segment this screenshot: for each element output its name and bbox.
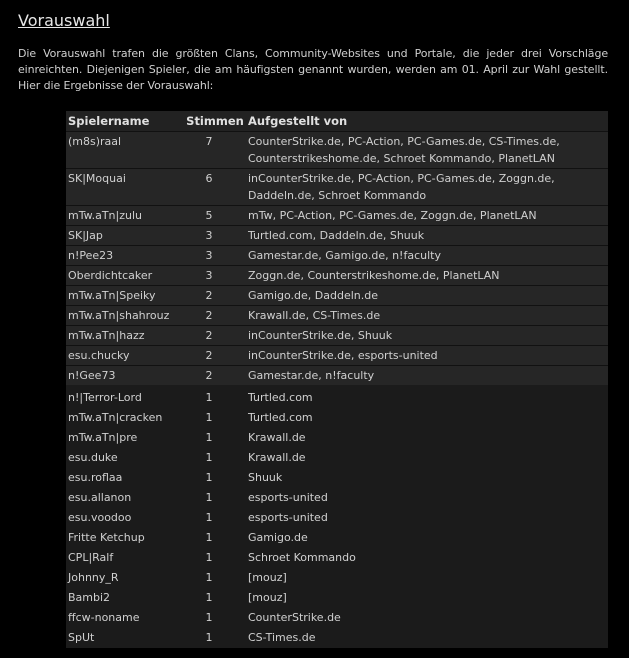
nominated-by-cell: CS-Times.de	[246, 628, 608, 648]
table-row	[66, 206, 608, 226]
table-row	[66, 488, 608, 508]
player-name-cell: Johnny_R	[66, 568, 184, 588]
votes-cell: 1	[184, 548, 246, 568]
votes-cell: 1	[184, 588, 246, 608]
player-name-cell: mTw.aTn|zulu	[66, 206, 184, 226]
votes-cell: 1	[184, 428, 246, 448]
table-row	[66, 169, 608, 206]
votes-cell: 2	[184, 346, 246, 366]
table-row	[66, 608, 608, 628]
nominated-by-cell: Turtled.com, Daddeln.de, Shuuk	[246, 226, 608, 246]
nominated-by-cell: Krawall.de, CS-Times.de	[246, 306, 608, 326]
nominated-by-cell: mTw, PC-Action, PC-Games.de, Zoggn.de, PlanetLAN	[246, 206, 608, 226]
nominated-by-cell: Krawall.de	[246, 448, 608, 468]
nominated-by-cell: inCounterStrike.de, PC-Action, PC-Games.de, Zoggn.de, Daddeln.de, Schroet Kommando	[246, 169, 608, 206]
nominated-by-cell: Krawall.de	[246, 428, 608, 448]
player-name-cell: esu.voodoo	[66, 508, 184, 528]
player-name-cell: esu.allanon	[66, 488, 184, 508]
table-row	[66, 448, 608, 468]
votes-cell: 2	[184, 286, 246, 306]
votes-cell: 2	[184, 326, 246, 346]
player-name-cell: SK|Moquai	[66, 169, 184, 206]
table-row	[66, 568, 608, 588]
nominated-by-cell: Shuuk	[246, 468, 608, 488]
votes-cell: 1	[184, 385, 246, 408]
player-name-cell: Oberdichtcaker	[66, 266, 184, 286]
votes-cell: 1	[184, 568, 246, 588]
page-title: Vorauswahl	[18, 11, 110, 30]
nominated-by-cell: esports-united	[246, 488, 608, 508]
player-name-cell: esu.duke	[66, 448, 184, 468]
table-row	[66, 528, 608, 548]
votes-cell: 6	[184, 169, 246, 206]
player-name-cell: mTw.aTn|Speiky	[66, 286, 184, 306]
table-row	[66, 132, 608, 169]
nominated-by-cell: Schroet Kommando	[246, 548, 608, 568]
votes-cell: 5	[184, 206, 246, 226]
table-row	[66, 428, 608, 448]
player-name-cell: CPL|Ralf	[66, 548, 184, 568]
results-table	[66, 111, 608, 648]
votes-cell: 1	[184, 528, 246, 548]
nominated-by-cell: CounterStrike.de, PC-Action, PC-Games.de, CS-Times.de, Counterstrikeshome.de, Schroet Kommando, PlanetLAN	[246, 132, 608, 169]
table-row	[66, 326, 608, 346]
player-name-cell: esu.chucky	[66, 346, 184, 366]
table-header-row	[66, 111, 608, 132]
header-spielername: Spielername	[66, 111, 184, 132]
player-name-cell: mTw.aTn|pre	[66, 428, 184, 448]
nominated-by-cell: inCounterStrike.de, Shuuk	[246, 326, 608, 346]
table-row	[66, 226, 608, 246]
votes-cell: 7	[184, 132, 246, 169]
nominated-by-cell: Turtled.com	[246, 385, 608, 408]
nominated-by-cell: esports-united	[246, 508, 608, 528]
votes-cell: 2	[184, 366, 246, 386]
player-name-cell: mTw.aTn|hazz	[66, 326, 184, 346]
player-name-cell: esu.roflaa	[66, 468, 184, 488]
votes-cell: 3	[184, 226, 246, 246]
table-row	[66, 266, 608, 286]
player-name-cell: mTw.aTn|shahrouz	[66, 306, 184, 326]
player-name-cell: SpUt	[66, 628, 184, 648]
table-row	[66, 346, 608, 366]
votes-cell: 1	[184, 488, 246, 508]
votes-cell: 1	[184, 608, 246, 628]
table-row	[66, 588, 608, 608]
nominated-by-cell: CounterStrike.de	[246, 608, 608, 628]
nominated-by-cell: [mouz]	[246, 588, 608, 608]
nominated-by-cell: inCounterStrike.de, esports-united	[246, 346, 608, 366]
votes-cell: 1	[184, 468, 246, 488]
table-body	[66, 132, 608, 649]
table-row	[66, 508, 608, 528]
player-name-cell: n!Gee73	[66, 366, 184, 386]
table-row	[66, 246, 608, 266]
player-name-cell: (m8s)raal	[66, 132, 184, 169]
nominated-by-cell: Gamestar.de, n!faculty	[246, 366, 608, 386]
player-name-cell: n!Pee23	[66, 246, 184, 266]
player-name-cell: n!|Terror-Lord	[66, 385, 184, 408]
nominated-by-cell: [mouz]	[246, 568, 608, 588]
table-row	[66, 468, 608, 488]
table-row	[66, 286, 608, 306]
nominated-by-cell: Turtled.com	[246, 408, 608, 428]
table-row	[66, 306, 608, 326]
votes-cell: 3	[184, 266, 246, 286]
table-row	[66, 628, 608, 648]
nominated-by-cell: Gamestar.de, Gamigo.de, n!faculty	[246, 246, 608, 266]
table-row	[66, 548, 608, 568]
votes-cell: 1	[184, 408, 246, 428]
votes-cell: 1	[184, 628, 246, 648]
player-name-cell: mTw.aTn|cracken	[66, 408, 184, 428]
table-row	[66, 366, 608, 386]
player-name-cell: Bambi2	[66, 588, 184, 608]
table-row	[66, 408, 608, 428]
votes-cell: 1	[184, 508, 246, 528]
nominated-by-cell: Gamigo.de	[246, 528, 608, 548]
player-name-cell: Fritte Ketchup	[66, 528, 184, 548]
header-stimmen: Stimmen	[184, 111, 246, 132]
header-aufgestellt-von: Aufgestellt von	[246, 111, 608, 132]
nominated-by-cell: Zoggn.de, Counterstrikeshome.de, PlanetLAN	[246, 266, 608, 286]
votes-cell: 1	[184, 448, 246, 468]
player-name-cell: SK|Jap	[66, 226, 184, 246]
table-row	[66, 385, 608, 408]
nominated-by-cell: Gamigo.de, Daddeln.de	[246, 286, 608, 306]
intro-text: Die Vorauswahl trafen die größten Clans, Community-Websites und Portale, die jeder drei Vorschläge einreichten. Diejenigen Spieler, die am häufigsten genannt wurden, werden am 01. April zur Wahl gestellt. Hier die Ergebnisse der Vorauswahl:	[18, 47, 608, 92]
votes-cell: 3	[184, 246, 246, 266]
player-name-cell: ffcw-noname	[66, 608, 184, 628]
votes-cell: 2	[184, 306, 246, 326]
